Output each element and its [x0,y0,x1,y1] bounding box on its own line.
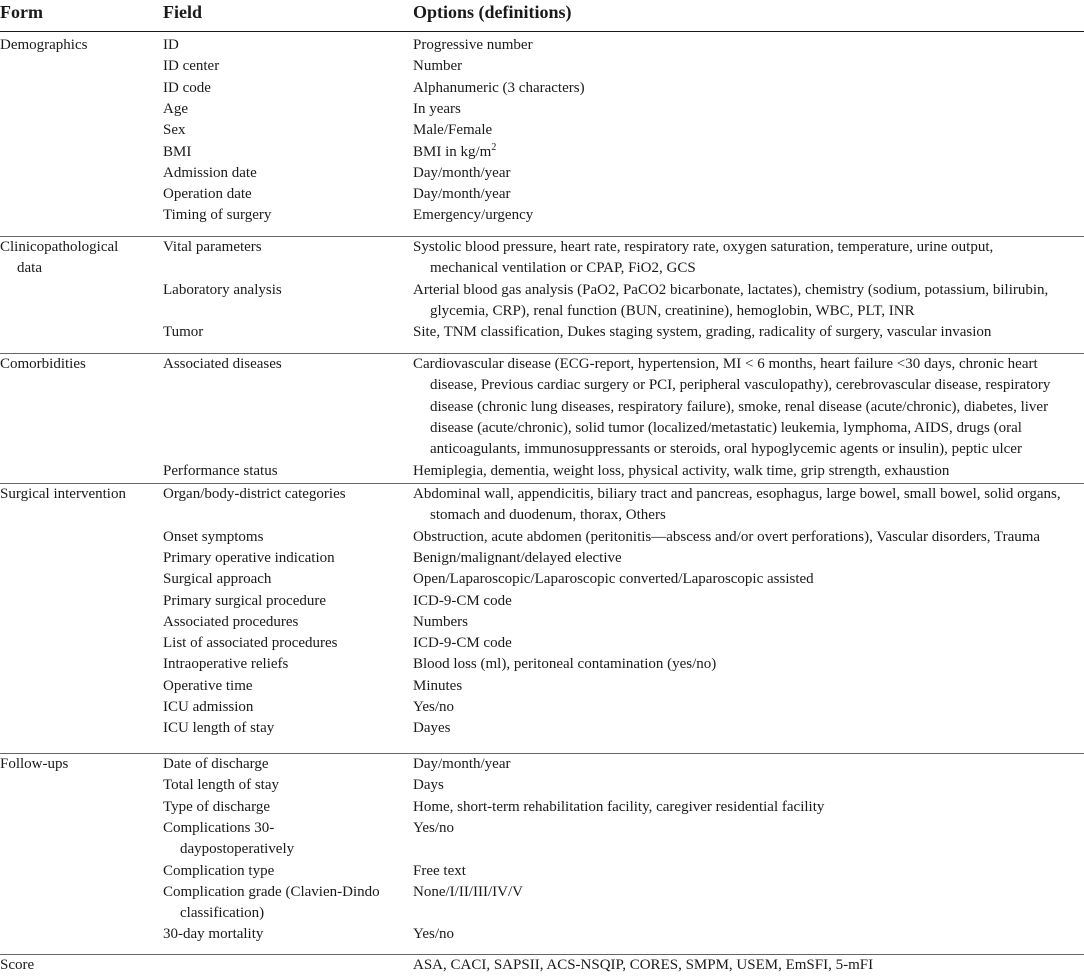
field-label: Age [163,100,188,117]
field-label: Operative time [163,677,253,694]
field-label: ID code [163,79,211,96]
field-label: ICU admission [163,699,254,715]
field-label: daypostoperatively [180,841,295,858]
option-text: Minutes [413,677,463,694]
field-label: Primary operative indication [163,549,335,566]
option-text: disease, Previous cardiac surgery or PCI, peripheral vasculopathy), cerebrovascular disease, respiratory [430,377,1051,394]
option-text: Dayes [413,720,451,737]
table-header [0,0,1084,32]
field-label: ICU length of stay [163,720,275,737]
table-group [0,237,1084,354]
option-text: stomach and duodenum, thorax, Others [430,507,666,524]
option-text: None/I/II/III/IV/V [413,883,523,900]
option-text: In years [413,100,461,117]
table-group [0,955,1084,974]
field-label: Sex [163,122,186,139]
header-options: Options (definitions) [413,2,572,22]
field-label: ID [163,37,179,53]
field-label: BMI [163,143,192,160]
form-label: Clinicopathological [0,239,119,255]
field-label: Associated diseases [163,356,282,372]
option-superscript: 2 [491,141,497,153]
option-text: Home, short-term rehabilitation facility, caregiver residential facility [413,798,825,815]
field-label: Operation date [163,186,252,203]
form-label: Demographics [0,37,88,53]
option-text: Male/Female [413,122,493,139]
form-label: Score [0,957,35,973]
form-label: data [17,260,42,277]
option-text: Cardiovascular disease (ECG-report, hypertension, MI < 6 months, heart failure <30 days, chronic heart [413,356,1038,372]
field-label: Organ/body-district categories [163,486,346,502]
option-text: Abdominal wall, appendicitis, biliary tract and pancreas, esophagus, large bowel, small bowel, solid organs, [413,486,1061,502]
table-group [0,35,1084,237]
field-label: Complication type [163,862,275,879]
option-text: Yes/no [413,926,454,943]
option-text: Days [413,777,444,794]
option-text: Blood loss (ml), peritoneal contamination (yes/no) [413,656,717,673]
field-label: Admission date [163,164,257,181]
option-text: Yes/no [413,699,454,715]
option-text: Day/month/year [413,186,511,203]
option-text: Free text [413,862,466,879]
field-label: Intraoperative reliefs [163,656,289,673]
option-text: Progressive number [413,37,533,53]
option-text: disease (acute/chronic), solid tumor (localized/metastatic) leukemia, lymphoma, AIDS, drugs (oral [430,419,1022,436]
form-label: Comorbidities [0,356,86,372]
option-text: Emergency/urgency [413,207,534,224]
option-text: ASA, CACI, SAPSII, ACS-NSQIP, CORES, SMPM, USEM, EmSFI, 5-mFI [413,957,874,973]
option-text-main: BMI in kg/m [413,143,492,160]
header-field: Field [163,2,202,22]
header-form: Form [0,2,43,22]
field-label: ID center [163,58,220,75]
option-text: ICD-9-CM code [413,635,512,652]
field-label: Onset symptoms [163,528,264,545]
field-label: Type of discharge [163,798,270,815]
option-text: Numbers [413,613,468,630]
option-text: Benign/malignant/delayed elective [413,549,622,566]
option-text [413,142,496,163]
field-label: Total length of stay [163,777,280,794]
field-label: Tumor [163,324,204,341]
field-label: classification) [180,905,265,922]
field-label: Performance status [163,462,278,479]
field-label: Complication grade (Clavien-Dindo [163,883,380,900]
option-text: Arterial blood gas analysis (PaO2, PaCO2 bicarbonate, lactates), chemistry (sodium, potassium, bilirubin, [413,281,1049,298]
field-label: 30-day mortality [163,926,264,943]
option-text: Open/Laparoscopic/Laparoscopic converted/Laparoscopic assisted [413,571,814,588]
option-text: Obstruction, acute abdomen (peritonitis—abscess and/or overt perforations), Vascular disorders, Trauma [413,528,1041,545]
field-label: Primary surgical procedure [163,592,327,609]
field-label: List of associated procedures [163,635,338,652]
option-text: Yes/no [413,819,454,836]
option-text: Site, TNM classification, Dukes staging system, grading, radicality of surgery, vascular invasion [413,324,992,341]
table-group [0,484,1084,754]
option-text: anticoagulants, immunosuppressants or steroids, oral hypoglycemic agents or insulin), peptic ulcer [430,441,1022,458]
option-text: ICD-9-CM code [413,592,512,609]
option-text: Day/month/year [413,164,511,181]
field-label: Date of discharge [163,756,269,772]
option-text: glycemia, CRP), renal function (BUN, creatinine), hemoglobin, WBC, PLT, INR [430,302,915,319]
option-text: Systolic blood pressure, heart rate, respiratory rate, oxygen saturation, temperature, urine output, [413,239,994,255]
field-label: Surgical approach [163,571,272,588]
field-label: Laboratory analysis [163,281,282,298]
form-label: Follow-ups [0,756,69,772]
field-label: Timing of surgery [163,207,272,224]
option-text: Day/month/year [413,756,511,772]
table-group [0,754,1084,955]
field-label: Complications 30- [163,819,275,836]
option-text: Number [413,58,463,75]
option-text: Hemiplegia, dementia, weight loss, physical activity, walk time, grip strength, exhaustion [413,462,950,479]
option-text: mechanical ventilation or CPAP, FiO2, GCS [430,260,696,277]
option-text: disease (chronic lung diseases, respiratory failure), smoke, renal disease (acute/chronic), diabetes, liver [430,398,1049,415]
option-text: Alphanumeric (3 characters) [413,79,585,96]
form-label: Surgical intervention [0,486,126,502]
field-label: Vital parameters [163,239,262,255]
table-group [0,354,1084,484]
field-label: Associated procedures [163,613,299,630]
